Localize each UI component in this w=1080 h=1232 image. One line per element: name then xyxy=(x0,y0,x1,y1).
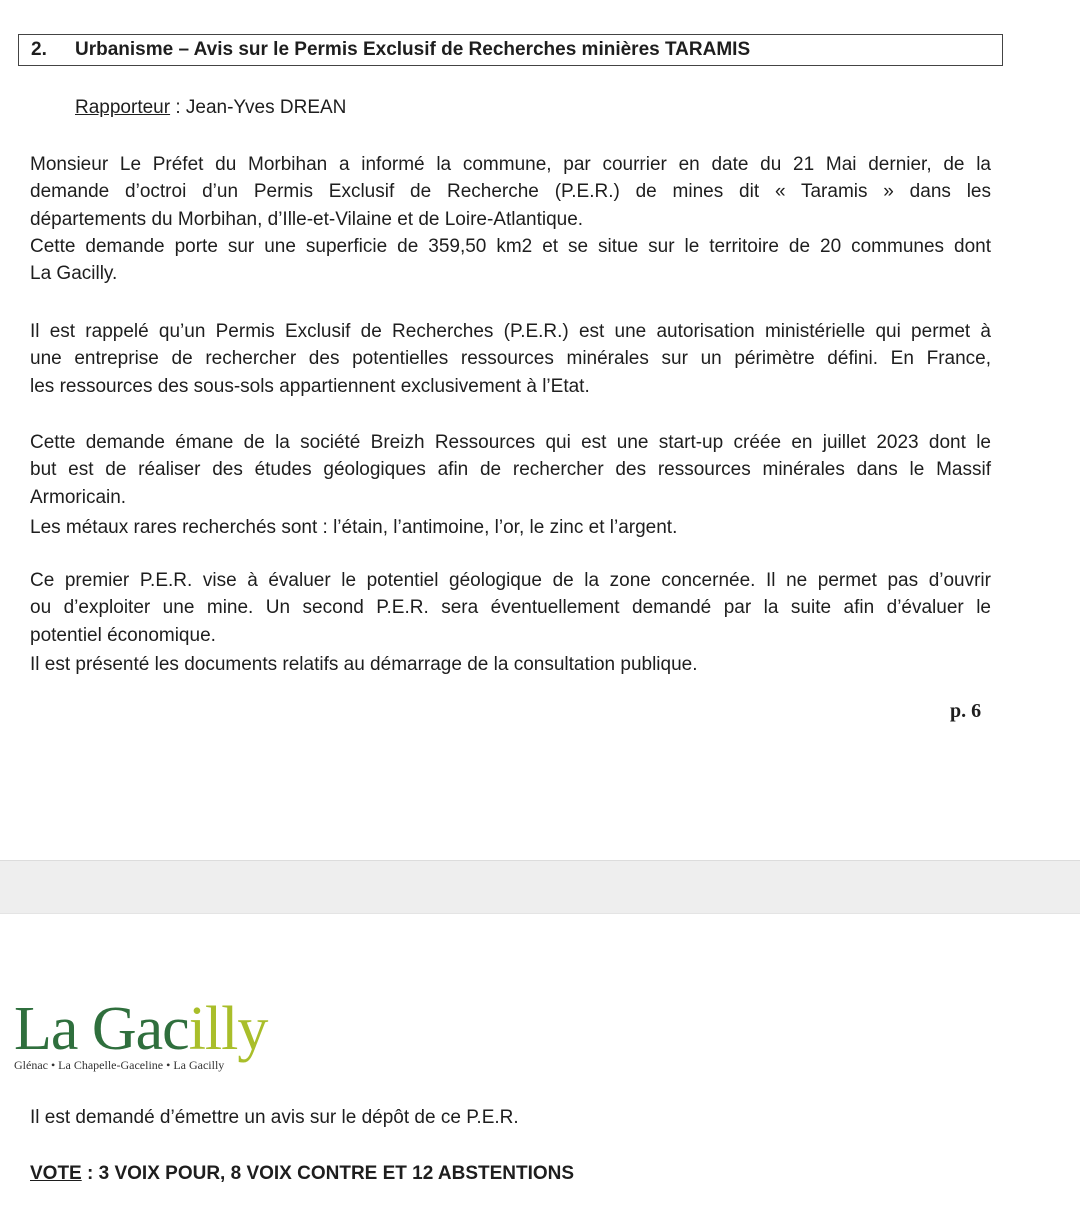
text-line: Les métaux rares recherchés sont : l’étain, l’antimoine, l’or, le zinc et l’argent. xyxy=(30,516,678,538)
page-number: p. 6 xyxy=(950,700,982,722)
text-line: une entreprise de rechercher des potentielles ressources minérales sur un périmètre défini. En France, xyxy=(30,348,991,370)
text-line: Armoricain. xyxy=(30,486,127,508)
paragraph-prefet-letter xyxy=(30,151,991,287)
logo-wordmark xyxy=(14,995,268,1063)
text-line: Cette demande émane de la société Breizh Ressources qui est une start-up créée en juillet 2023 dont le xyxy=(30,432,991,453)
text-line: potentiel économique. xyxy=(30,624,216,646)
text-line: Ce premier P.E.R. vise à évaluer le potentiel géologique de la zone concernée. Il ne permet pas d’ouvrir xyxy=(30,570,991,591)
rapporteur-label: Rapporteur xyxy=(75,97,171,118)
rapporteur-name: : Jean-Yves DREAN xyxy=(170,97,347,118)
vote-value: : 3 VOIX POUR, 8 VOIX CONTRE ET 12 ABSTENTIONS xyxy=(81,1163,575,1184)
text-line: Il est rappelé qu’un Permis Exclusif de Recherches (P.E.R.) est une autorisation ministérielle qui permet à xyxy=(30,321,991,342)
logo-subtitle: Glénac • La Chapelle-Gaceline • La Gacilly xyxy=(14,1058,225,1072)
logo-wordmark-light: illy xyxy=(188,995,268,1063)
paragraph-breizh-ressources xyxy=(30,429,991,541)
logo-wordmark-dark: La Gac xyxy=(14,995,189,1063)
text-line: demande d’octroi d’un Permis Exclusif de Recherche (P.E.R.) de mines dit « Taramis » dans les xyxy=(30,181,991,203)
request-text: Il est demandé d’émettre un avis sur le dépôt de ce P.E.R. xyxy=(30,1107,519,1128)
page-separator xyxy=(0,860,1080,914)
text-line: La Gacilly. xyxy=(30,263,118,285)
section-number: 2. xyxy=(31,39,47,60)
text-line: Il est présenté les documents relatifs au démarrage de la consultation publique. xyxy=(30,653,698,675)
paragraph-per-definition xyxy=(30,318,991,400)
text-line: ou d’exploiter une mine. Un second P.E.R. sera éventuellement demandé par la suite afin d’évaluer le xyxy=(30,597,991,619)
text-line: Monsieur Le Préfet du Morbihan a informé la commune, par courrier en date du 21 Mai dernier, de la xyxy=(30,154,991,175)
text-line: départements du Morbihan, d’Ille-et-Vilaine et de Loire-Atlantique. xyxy=(30,208,584,230)
vote-label: VOTE xyxy=(30,1163,82,1184)
text-line: les ressources des sous-sols appartiennent exclusivement à l’Etat. xyxy=(30,375,590,397)
section-title: Urbanisme – Avis sur le Permis Exclusif de Recherches minières TARAMIS xyxy=(75,39,751,60)
vote-result xyxy=(30,1161,574,1187)
section-header xyxy=(18,34,1003,66)
text-line: Cette demande porte sur une superficie de 359,50 km2 et se situe sur le territoire de 20 communes dont xyxy=(30,235,991,257)
la-gacilly-logo xyxy=(14,995,268,1073)
paragraph-first-per xyxy=(30,567,991,678)
rapporteur-line xyxy=(75,94,346,122)
text-line: but est de réaliser des études géologiques afin de rechercher des ressources minérales dans le Massif xyxy=(30,459,991,481)
